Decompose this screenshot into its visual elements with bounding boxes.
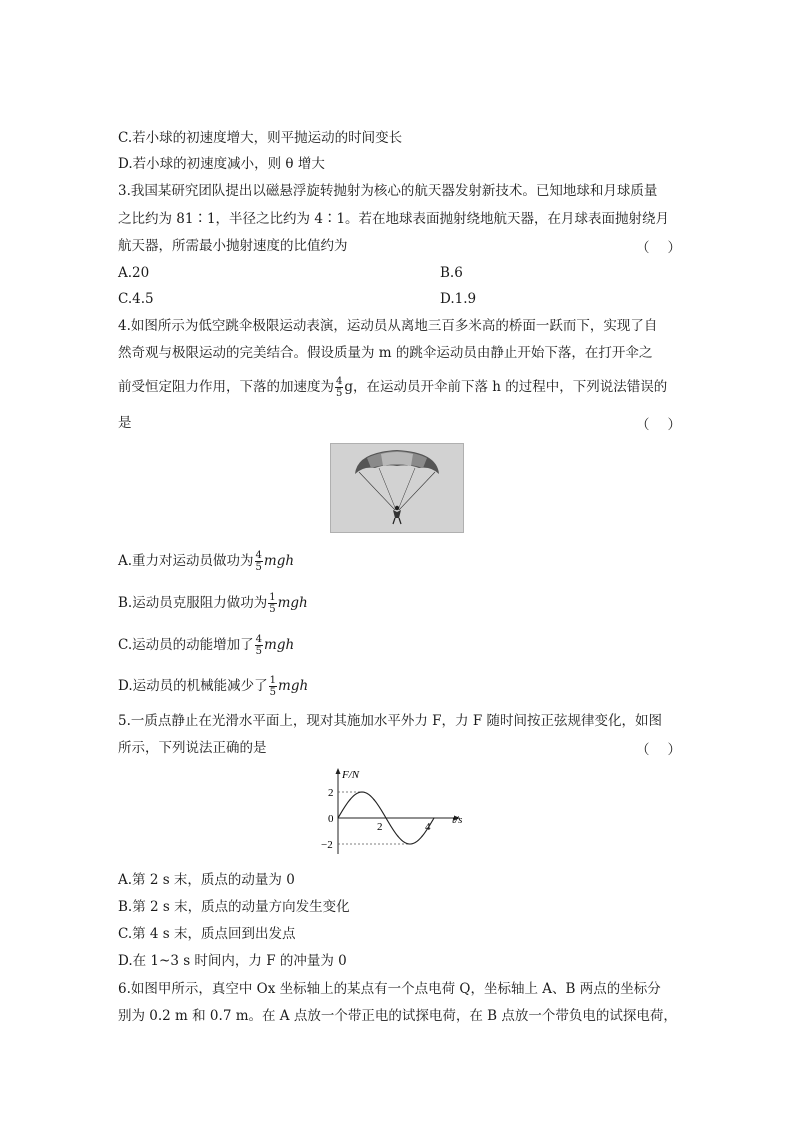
- q4-option-b: B.运动员克服阻力做功为 $\frac{1}{5}$ mgh: [118, 592, 308, 615]
- fraction-one-fifth: $\frac{1}{5}$: [269, 592, 276, 615]
- q3-option-c: C.4.5: [118, 291, 154, 307]
- q4-option-d: D.运动员的机械能减少了 $\frac{1}{5}$ mgh: [118, 675, 309, 698]
- q4-line3-start: 前受恒定阻力作用，下落的加速度为: [118, 379, 334, 395]
- fraction-four-fifths: $\frac{4}{5}$: [255, 634, 263, 657]
- y-axis-label: F/N: [342, 769, 360, 781]
- q2-option-d: D.若小球的初速度减小，则 θ 增大: [118, 156, 325, 172]
- fraction-four-fifths: $\frac{4}{5}$: [255, 550, 262, 573]
- q5-option-b: B.第 2 s 末，质点的动量方向发生变化: [118, 899, 350, 915]
- data-point: [349, 799, 350, 800]
- q2-option-c: C.若小球的初速度增大，则平抛运动的时间变长: [118, 130, 403, 146]
- q5-option-c: C.第 4 s 末，质点回到出发点: [118, 926, 296, 942]
- q4-text-line1: 4.如图所示为低空跳伞极限运动表演，运动员从离地三百多米高的桥面一跃而下，实现了自: [118, 318, 658, 334]
- parachutist-icon: [331, 444, 463, 532]
- q4-text-line4: 是: [118, 415, 132, 431]
- q4-option-c: C.运动员的动能增加了 $\frac{4}{5}$ mgh: [118, 634, 295, 657]
- data-point: [397, 836, 398, 837]
- q3-option-a: A.20: [118, 265, 150, 281]
- y-tick-pos: 2: [328, 787, 334, 799]
- q4-answer-blank: （）: [636, 417, 699, 433]
- q4-text-line2: 然奇观与极限运动的完美结合。假设质量为 m 的跳伞运动员由静止开始下落，在打开伞之: [118, 345, 653, 361]
- data-point: [409, 843, 410, 844]
- q5-option-a: A.第 2 s 末，质点的动量为 0: [118, 872, 295, 888]
- data-point: [385, 817, 386, 818]
- q6-text-line2: 别为 0.2 m 和 0.7 m。在 A 点放一个带正电的试探电荷，在 B 点放一个带负电的试探电荷，: [118, 1008, 677, 1024]
- q3-text-line3: 航天器，所需最小抛射速度的比值约为: [118, 238, 348, 254]
- q4-line3-end: g，在运动员开伞前下落 h 的过程中，下列说法错误的: [344, 379, 668, 395]
- q5-option-d: D.在 1~3 s 时间内，力 F 的冲量为 0: [118, 953, 347, 969]
- fraction-four-fifths: $\frac{4}{5}$: [336, 376, 343, 399]
- q5-text-line2: 所示，下列说法正确的是: [118, 740, 267, 756]
- y-axis-arrow: [336, 768, 341, 774]
- y-tick-zero: 0: [328, 813, 334, 825]
- y-tick-neg: −2: [321, 839, 333, 851]
- force-time-graph: [318, 766, 478, 856]
- data-point: [421, 836, 422, 837]
- q3-text-line2: 之比约为 81∶1，半径之比约为 4∶1。若在地球表面抛射绕地航天器，在月球表面抛射绕月: [118, 211, 670, 227]
- q5-text-line1: 5.一质点静止在光滑水平面上，现对其施加水平外力 F，力 F 随时间按正弦规律变化，如图: [118, 713, 662, 729]
- q3-text-line1: 3.我国某研究团队提出以磁悬浮旋转抛射为核心的航天器发射新技术。已知地球和月球质量: [118, 183, 658, 199]
- data-point: [433, 817, 434, 818]
- x-tick-2: 2: [377, 821, 383, 833]
- q6-text-line1: 6.如图甲所示，真空中 Ox 坐标轴上的某点有一个点电荷 Q，坐标轴上 A、B 两点的坐标分: [118, 981, 661, 997]
- q4-option-a: A.重力对运动员做功为 $\frac{4}{5}$ mgh: [118, 550, 295, 573]
- data-point: [337, 817, 338, 818]
- x-axis-label: t/s: [452, 814, 463, 826]
- q3-answer-blank: （）: [636, 240, 699, 256]
- q3-option-b: B.6: [440, 265, 463, 281]
- data-point: [361, 791, 362, 792]
- q5-answer-blank: （）: [636, 742, 699, 758]
- parachute-photo: [330, 443, 464, 533]
- q3-option-d: D.1.9: [440, 291, 477, 307]
- x-tick-4: 4: [425, 821, 431, 833]
- q4-text-line3: [118, 376, 667, 399]
- fraction-one-fifth: $\frac{1}{5}$: [269, 675, 277, 698]
- data-point: [373, 799, 374, 800]
